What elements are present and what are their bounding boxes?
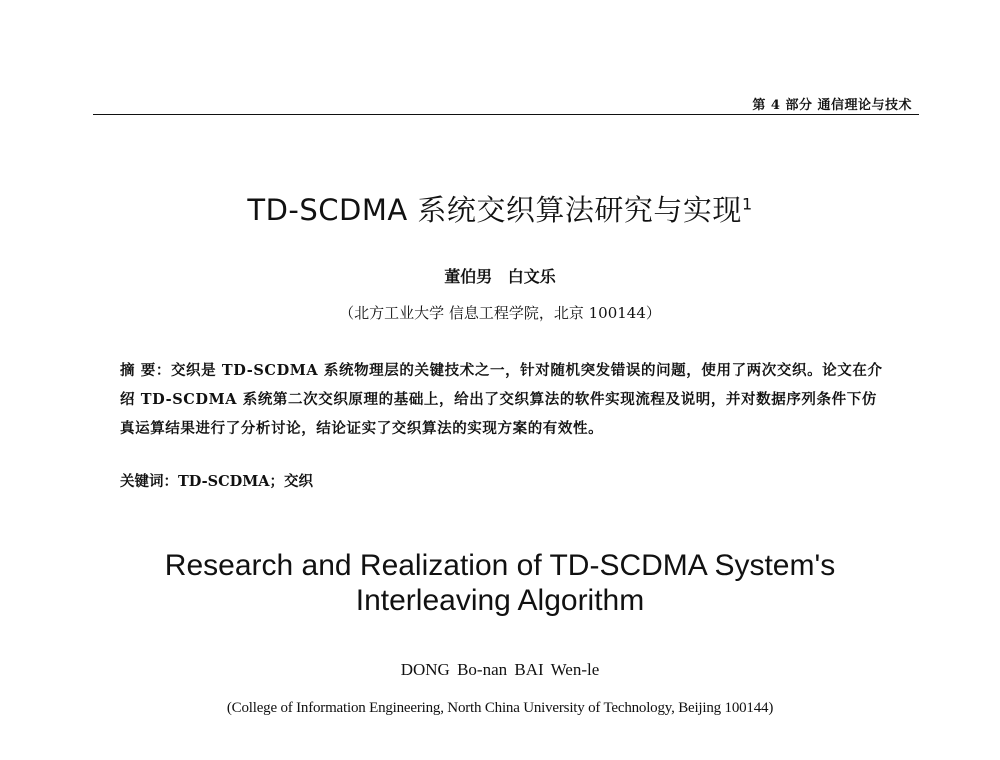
authors-chinese: 董伯男 白文乐	[444, 267, 556, 286]
keywords-label: 关键词：	[120, 473, 178, 490]
keywords-text: TD-SCDMA；交织	[178, 473, 314, 490]
abstract-chinese	[120, 356, 890, 443]
footnote-mark: 1	[741, 194, 753, 214]
affiliation-english: (College of Information Engineering, North China University of Technology, Beijing 100144)	[226, 700, 774, 716]
abstract-label: 摘 要：	[120, 362, 171, 379]
section-header: 第 4 部分 通信理论与技术	[752, 98, 912, 113]
abstract-text: 交织是 TD-SCDMA 系统物理层的关键技术之一，针对随机突发错误的问题，使用了两次交织。论文在介绍 TD-SCDMA 系统第二次交织原理的基础上，给出了交织算法的软件实现流程及说明，并对数据序列条件下仿真运算结果进行了分析讨论，结论证实了交织算法的实现方案的有效性。	[120, 362, 883, 437]
title-en-line2: Interleaving Algorithm	[355, 584, 645, 617]
title-cn-text: TD-SCDMA 系统交织算法研究与实现	[247, 193, 742, 227]
keywords-chinese	[120, 470, 313, 491]
title-en-line1: Research and Realization of TD-SCDMA System's	[164, 549, 836, 582]
paper-title-chinese	[0, 188, 1000, 229]
authors-english: DONG Bo-nan BAI Wen-le	[400, 660, 600, 679]
header-divider	[93, 114, 919, 115]
affiliation-chinese: （北方工业大学 信息工程学院，北京 100144）	[339, 304, 661, 322]
paper-title-english	[0, 548, 1000, 618]
